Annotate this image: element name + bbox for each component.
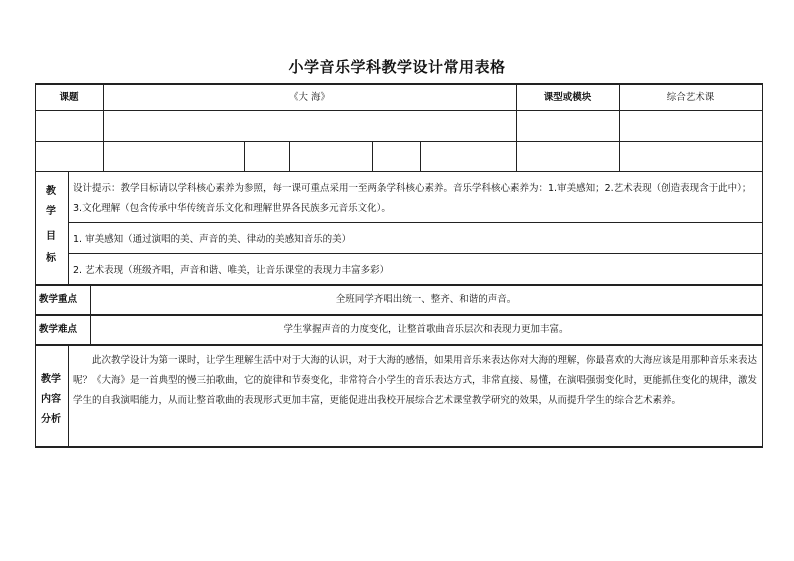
table-border-right	[762, 83, 763, 447]
col-divider	[619, 141, 620, 171]
objectives-design-hint: 设计提示：教学目标请以学科核心素养为参照，每一课可重点采用一至两条学科核心素养。音乐学科核心素养为：1.审美感知；2.艺术表现（创造表现含于此中）；3.文化理解（包含传承中华传统音乐文化和理解世界各民族多元音乐文化）。	[73, 183, 752, 214]
objectives-label-char: 教	[46, 186, 56, 197]
difficult-point-label: 教学难点	[39, 324, 78, 335]
col-divider	[516, 141, 517, 171]
col-divider	[372, 141, 373, 171]
row-divider	[35, 284, 763, 286]
objectives-label-char: 学	[46, 206, 56, 217]
topic-value: 《大 海》	[288, 92, 331, 103]
objective-item-1: 1. 审美感知（通过演唱的美、声音的美、律动的美感知音乐的美）	[73, 234, 352, 245]
content-analysis-label: 分析	[41, 414, 61, 425]
lesson-plan-table	[35, 83, 763, 447]
row-divider	[35, 314, 763, 316]
key-point-label: 教学重点	[39, 294, 78, 305]
row-divider	[35, 344, 763, 346]
topic-label: 课题	[59, 92, 79, 103]
content-analysis-label: 内容	[41, 394, 61, 405]
objectives-label-char: 目	[46, 231, 56, 242]
col-divider	[68, 171, 69, 284]
objective-item-2: 2. 艺术表现（班级齐唱，声音和谐、唯美，让音乐课堂的表现力丰富多彩）	[73, 265, 390, 276]
row-divider	[68, 222, 763, 223]
objectives-label-char: 标	[46, 253, 56, 264]
row-divider	[35, 141, 763, 142]
table-border-left	[35, 83, 36, 447]
row-divider	[35, 171, 763, 172]
content-analysis-label: 教学	[41, 374, 61, 385]
col-divider	[420, 141, 421, 171]
difficult-point-value: 学生掌握声音的力度变化，让整首歌曲音乐层次和表现力更加丰富。	[283, 324, 569, 335]
table-border-bottom	[35, 446, 763, 448]
document-title: 小学音乐学科教学设计常用表格	[288, 58, 506, 76]
row-divider	[68, 253, 763, 254]
col-divider	[68, 344, 69, 446]
col-divider	[289, 141, 290, 171]
content-analysis-text: 此次教学设计为第一课时，让学生理解生活中对于大海的认识，对于大海的感悟，如果用音乐来表达你对大海的理解，你最喜欢的大海应该是用那种音乐来表达呢？《大海》是一首典型的慢三拍歌曲，它的旋律和节奏变化，非常符合小学生的音乐表达方式，非常直接、易懂，在演唱强弱变化时，更能抓住变化的规律，激发学生的自我演唱能力，从而让整首歌曲的表现形式更加丰富，更能促进出我校开展综合艺术课堂教学研究的效果，从而提升学生的综合艺术素养。	[73, 355, 758, 406]
lesson-type-label: 课型或模块	[543, 92, 592, 103]
table-border-top	[35, 83, 763, 85]
col-divider	[244, 141, 245, 171]
lesson-type-value: 综合艺术课	[666, 92, 715, 103]
row-divider	[35, 110, 763, 111]
key-point-value: 全班同学齐唱出统一、整齐、和谐的声音。	[335, 294, 517, 305]
